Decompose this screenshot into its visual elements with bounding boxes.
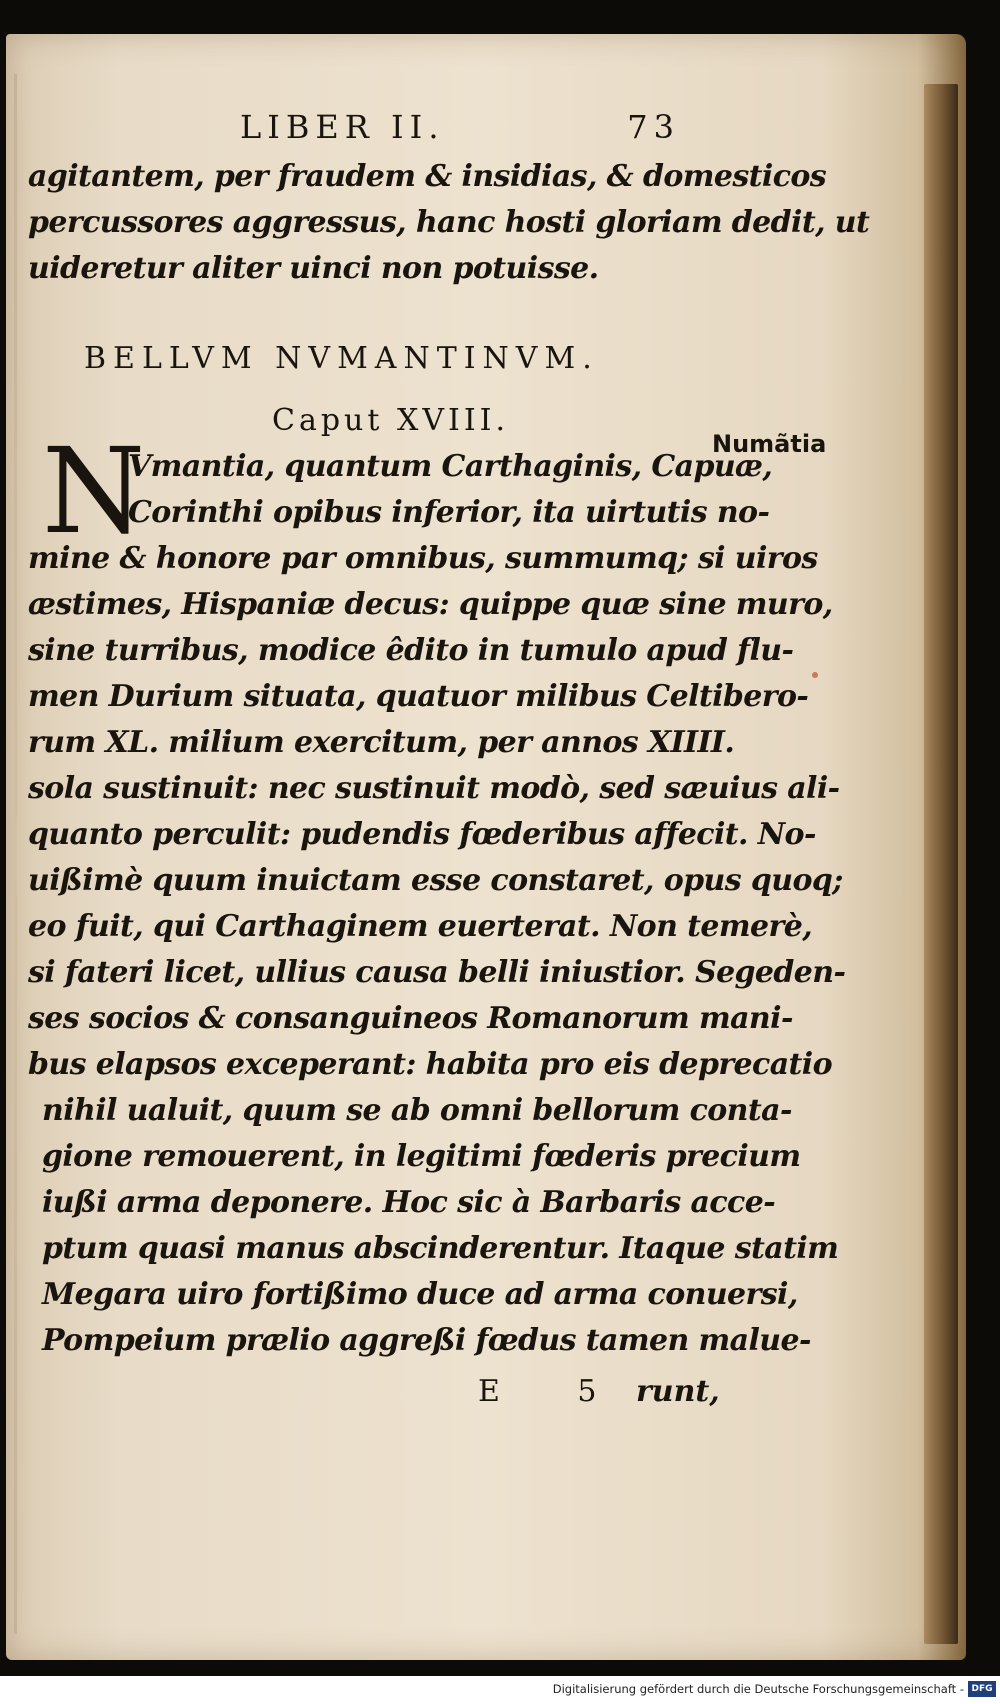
gutter-line: [14, 74, 17, 1634]
footer-credit: Digitalisierung gefördert durch die Deutsche Forschungsgemeinschaft -: [552, 1682, 964, 1696]
text-line: percussores aggressus, hanc hosti gloriam dedit, ut: [28, 205, 870, 240]
text-line: mine & honore par omnibus, summumq; si uiros: [28, 541, 818, 576]
dfg-logo-icon: DFG: [968, 1681, 996, 1697]
drop-cap-initial: N: [42, 422, 146, 560]
text-line: nihil ualuit, quum se ab omni bellorum conta-: [42, 1093, 792, 1128]
text-line: si fateri licet, ullius causa belli iniustior. Segeden-: [28, 955, 846, 990]
text-line: uißimè quum inuictam esse constaret, opus quoq;: [28, 863, 843, 898]
text-line: Vmantia, quantum Carthaginis, Capuæ,: [128, 449, 773, 484]
marginal-note: Numãtia: [712, 430, 827, 458]
text-line: quanto perculit: pudendis fœderibus affecit. No-: [28, 817, 816, 852]
text-line: men Durium situata, quatuor milibus Celtibero-: [28, 679, 809, 714]
text-line: gione remouerent, in legitimi fœderis precium: [42, 1139, 801, 1174]
running-head-title: LIBER II.: [240, 108, 445, 146]
catchword: runt,: [636, 1374, 720, 1409]
text-line: rum XL. milium exercitum, per annos XIIII.: [28, 725, 735, 760]
text-line: Corinthi opibus inferior, ita uirtutis no-: [128, 495, 770, 530]
text-line: æstimes, Hispaniæ decus: quippe quæ sine muro,: [28, 587, 833, 622]
text-line: eo fuit, qui Carthaginem euerterat. Non temerè,: [28, 909, 813, 944]
text-line: Megara uiro fortißimo duce ad arma conuersi,: [42, 1277, 798, 1312]
text-line: ptum quasi manus abscinderentur. Itaque statim: [42, 1231, 839, 1266]
running-head: [240, 108, 680, 146]
folio-number: 73: [627, 108, 680, 146]
page-edge-shadow: [924, 84, 958, 1644]
text-line: uideretur aliter uinci non potuisse.: [28, 251, 599, 286]
text-line: bus elapsos exceperant: habita pro eis deprecatio: [28, 1047, 832, 1082]
digitization-footer: [0, 1676, 1000, 1704]
text-line: iußi arma deponere. Hoc sic à Barbaris acce-: [42, 1185, 776, 1220]
text-line: sola sustinuit: nec sustinuit modò, sed sæuius ali-: [28, 771, 840, 806]
chapter-number: Caput XVIII.: [272, 403, 510, 438]
chapter-title: BELLVM NVMANTINVM.: [84, 341, 599, 376]
text-line: sine turribus, modice êdito in tumulo apud flu-: [28, 633, 794, 668]
ink-stain: [812, 672, 818, 678]
text-line: ses socios & consanguineos Romanorum mani-: [28, 1001, 793, 1036]
text-line: Pompeium prælio aggreßi fœdus tamen malue-: [42, 1323, 811, 1358]
text-line: agitantem, per fraudem & insidias, & domesticos: [28, 159, 827, 194]
signature-mark: E 5: [478, 1374, 631, 1409]
